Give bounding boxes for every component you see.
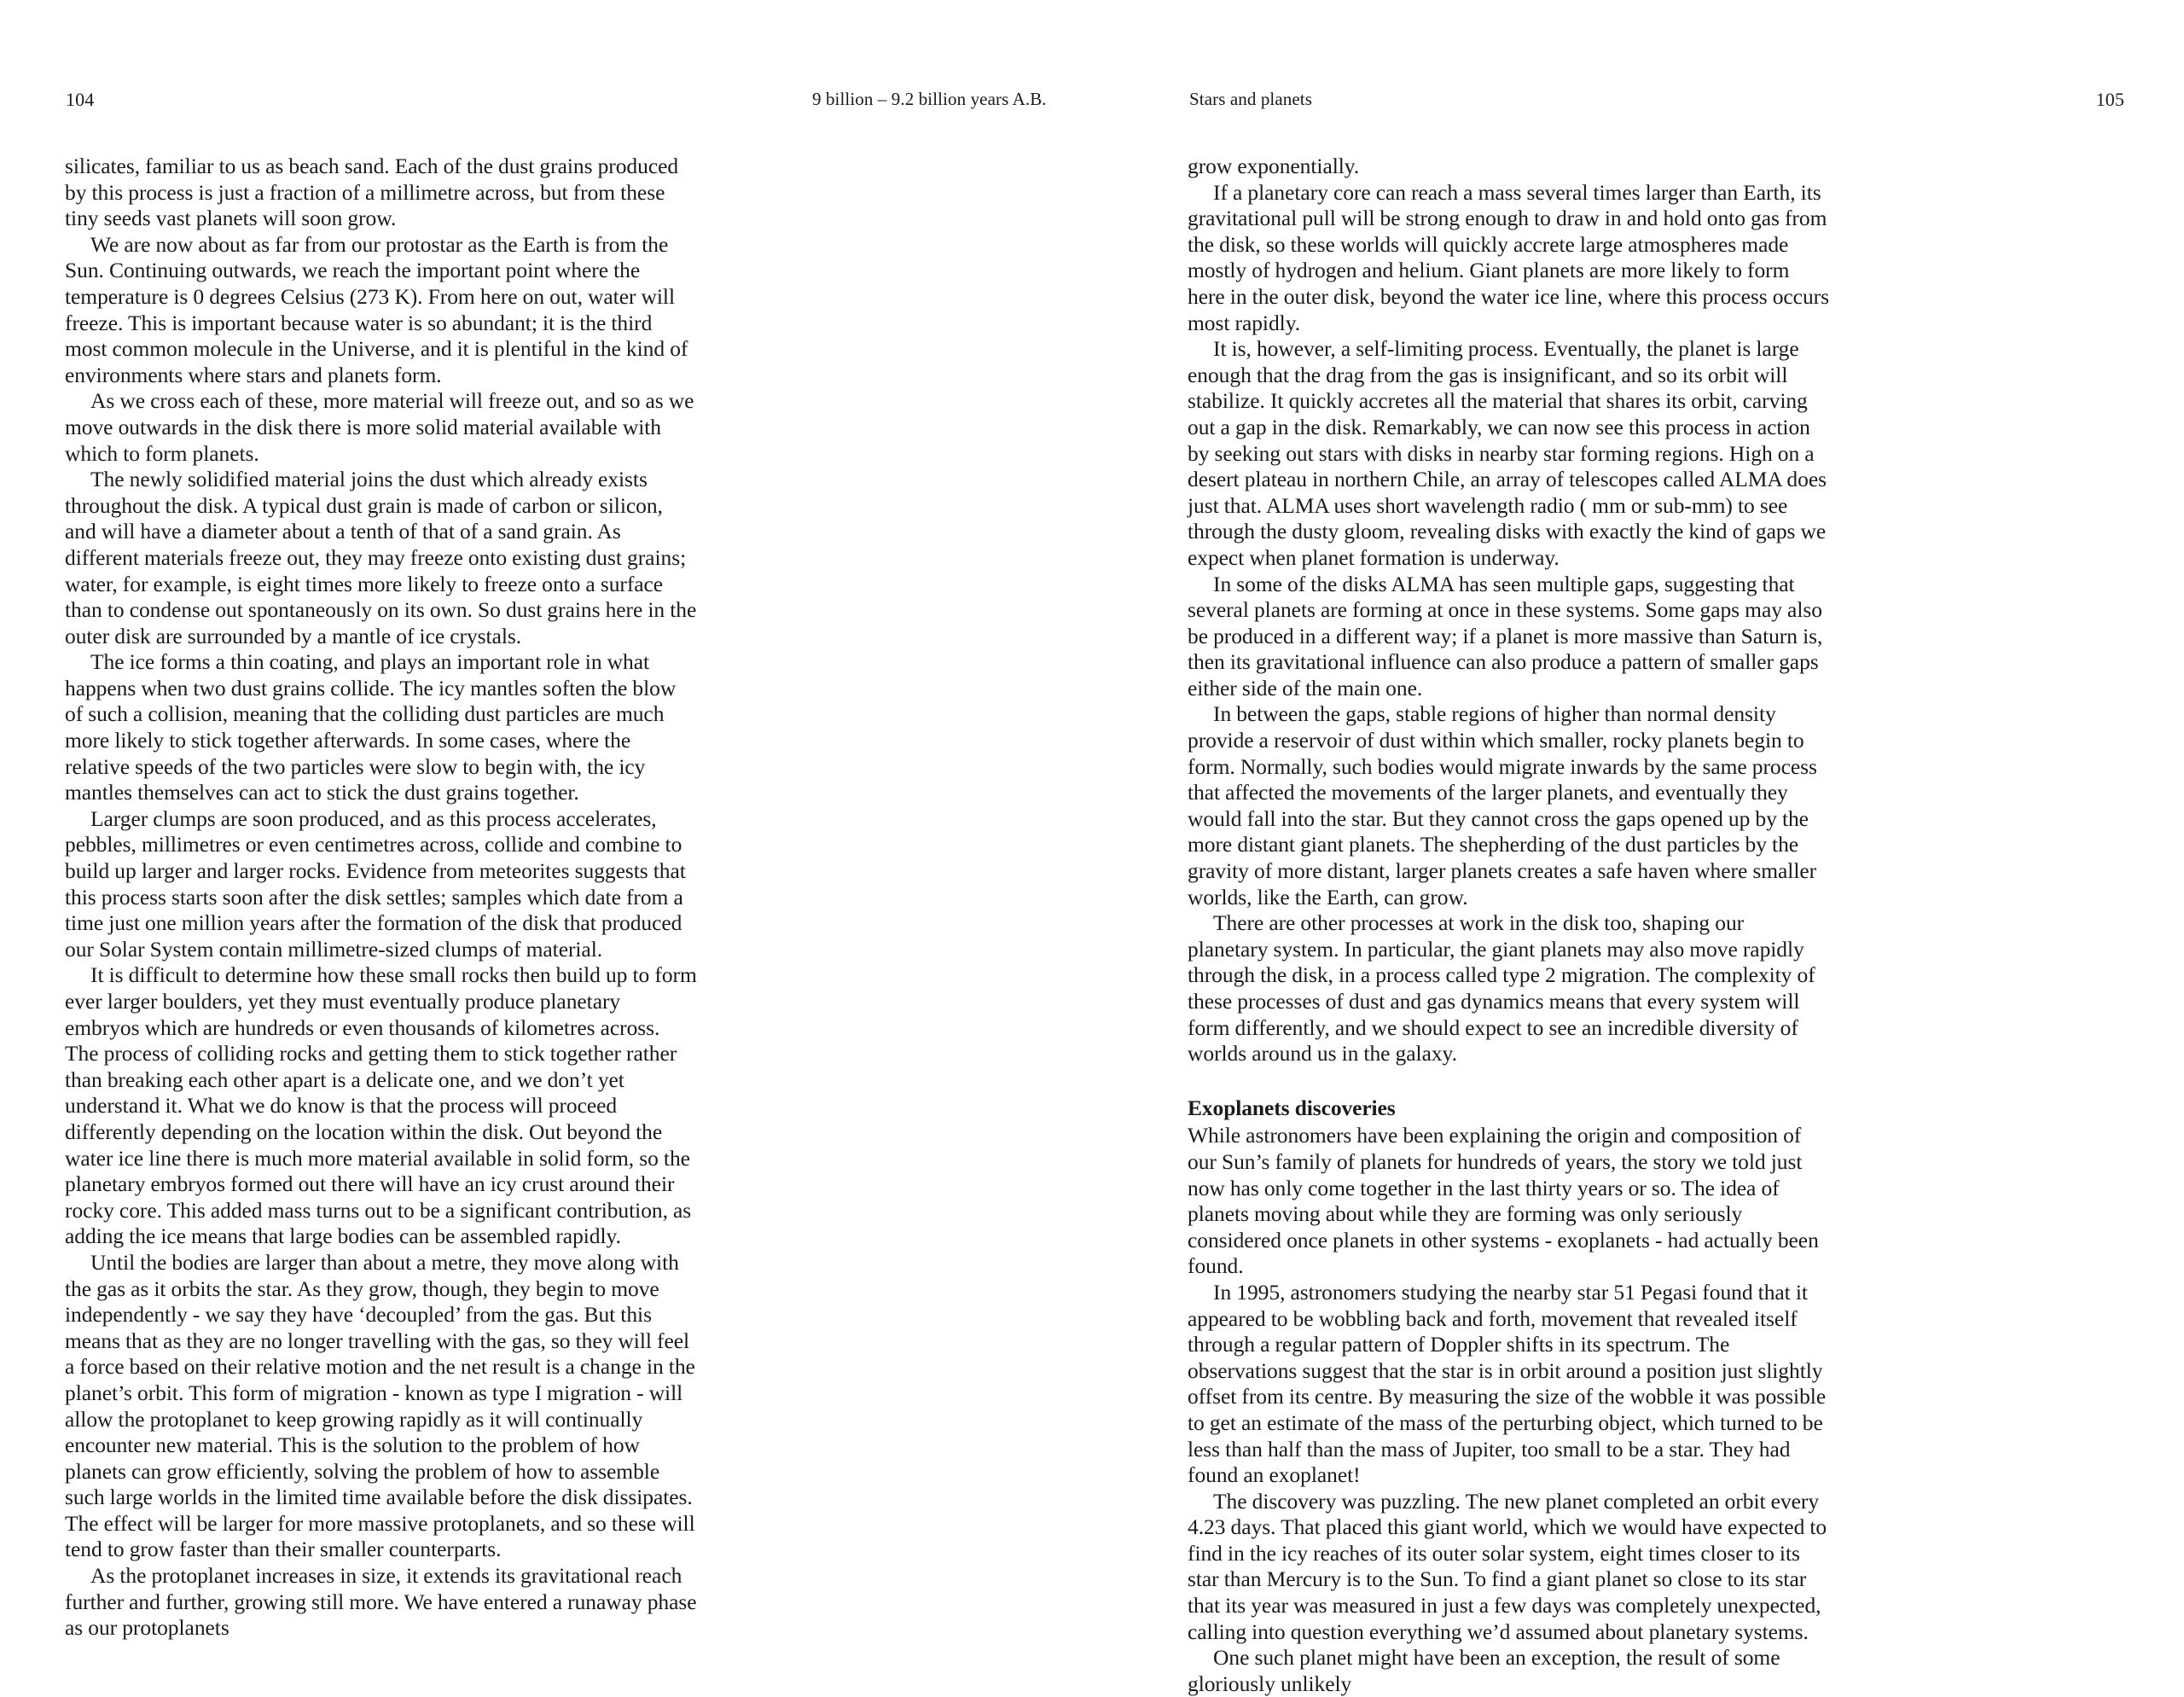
running-head-verso-title: 9 billion – 9.2 billion years A.B. [812, 89, 1047, 109]
paragraph: The ice forms a thin coating, and plays an important role in what happens when two dust grains collide. The icy mantles soften the blow of such a collision, meaning that the colliding dust particles are much more likely to stick together afterwards. In some cases, where the relative speeds of the two particles were slow to begin with, the icy mantles themselves can act to stick the dust grains together. [65, 649, 677, 805]
left-page-paragraphs [65, 154, 698, 1642]
paragraph: If a planetary core can reach a mass several times larger than Earth, its gravitational pull will be strong enough to draw in and hold onto gas from the disk, so these worlds will quickly accrete large atmospheres made mostly of hydrogen and helium. Giant planets are more likely to form here in the outer disk, beyond the water ice line, where this process occurs most rapidly. [1188, 179, 1829, 335]
paragraph: In between the gaps, stable regions of higher than normal density provide a reservoir of dust within which smaller, rocky planets begin to form. Normally, such bodies would migrate inwards by the same process that affected the movements of the larger planets, and eventually they would fall into the star. But they cannot cross the gaps opened up by the more distant giant planets. The shepherding of the dust particles by the gravity of more distant, larger planets creates a safe haven where smaller worlds, like the Earth, can grow. [1188, 701, 1817, 910]
paragraph: In some of the disks ALMA has seen multiple gaps, suggesting that several planets are forming at once in these systems. Some gaps may also be produced in a different way; if a planet is more massive than Saturn is, then its gravitational influence can also produce a pattern of smaller gaps either side of the main one. [1188, 571, 1823, 700]
right-page-paragraphs-before-heading [1188, 154, 1829, 1067]
running-head [0, 89, 2184, 114]
right-page-text-column [1188, 154, 1829, 1697]
paragraph: grow exponentially. [1188, 154, 1360, 178]
page-number-verso: 104 [66, 89, 95, 110]
paragraph: One such planet might have been an exception, the result of some gloriously unlikely [1188, 1645, 1780, 1696]
paragraph: It is difficult to determine how these small rocks then build up to form ever larger boulders, yet they must eventually produce planetary embryos which are hundreds or even thousands of kilometres across. The process of colliding rocks and getting them to stick together rather than breaking each other apart is a delicate one, and we don’t yet understand it. What we do know is that the process will proceed differently depending on the location within the disk. Out beyond the water ice line there is much more material available in solid form, so the planetary embryos formed out there will have an icy crust around their rocky core. This added mass turns out to be a significant contribution, as adding the ice means that large bodies can be assembled rapidly. [65, 962, 697, 1249]
running-head-recto-title: Stars and planets [1189, 89, 1313, 109]
paragraph: The newly solidified material joins the dust which already exists throughout the disk. A typical dust grain is made of carbon or silicon, and will have a diameter about a tenth of that of a sand grain. As different materials freeze out, they may freeze onto existing dust grains; water, for example, is eight times more likely to freeze onto a surface than to condense out spontaneously on its own. So dust grains here in the outer disk are surrounded by a mantle of ice crystals. [65, 467, 697, 648]
paragraph: Until the bodies are larger than about a metre, they move along with the gas as it orbits the star. As they grow, though, they begin to move independently - we say they have ‘decoupled’ from the gas. But this means that as they are no longer travelling with the gas, so they will feel a force based on their relative motion and the net result is a change in the planet’s orbit. This form of migration - known as type I migration - will allow the protoplanet to keep growing rapidly as it will continually encounter new material. This is the solution to the problem of how planets can grow efficiently, solving the problem of how to assemble such large worlds in the limited time available before the disk dissipates. The effect will be larger for more massive protoplanets, and so these will tend to grow faster than their smaller counterparts. [65, 1249, 695, 1562]
right-page-paragraphs-after-heading [1188, 1123, 1829, 1697]
paragraph: While astronomers have been explaining the origin and composition of our Sun’s family of planets for hundreds of years, the story we told just now has only come together in the last thirty years or so. The idea of planets moving about while they are forming was only seriously considered once planets in other systems - exoplanets - had actually been found. [1188, 1123, 1819, 1279]
section-heading-exoplanets-discoveries: Exoplanets discoveries [1188, 1095, 1396, 1120]
paragraph: silicates, familiar to us as beach sand. Each of the dust grains produced by this process is just a fraction of a millimetre across, but from these tiny seeds vast planets will soon grow. [65, 154, 679, 231]
paragraph: The discovery was puzzling. The new planet completed an orbit every 4.23 days. That placed this giant world, which we would have expected to find in the icy reaches of its outer solar system, eight times closer to its star than Mercury is to the Sun. To find a giant planet so close to its star that its year was measured in just a few days was completely unexpected, calling into question everything we’d assumed about planetary systems. [1188, 1488, 1827, 1644]
page-number-recto: 105 [2095, 89, 2124, 110]
paragraph: It is, however, a self-limiting process. Eventually, the planet is large enough that the drag from the gas is insignificant, and so its orbit will stabilize. It quickly accretes all the material that shares its orbit, carving out a gap in the disk. Remarkably, we can now see this process in action by seeking out stars with disks in nearby star forming regions. High on a desert plateau in northern Chile, an array of telescopes called ALMA does just that. ALMA uses short wavelength radio ( mm or sub-mm) to see through the dusty gloom, revealing disks with exactly the kind of gaps we expect when planet formation is underway. [1188, 336, 1827, 570]
paragraph: There are other processes at work in the disk too, shaping our planetary system. In particular, the giant planets may also move rapidly through the disk, in a process called type 2 migration. The complexity of these processes of dust and gas dynamics means that every system will form differently, and we should expect to see an incredible diversity of worlds around us in the galaxy. [1188, 910, 1815, 1066]
paragraph: In 1995, astronomers studying the nearby star 51 Pegasi found that it appeared to be wobbling back and forth, movement that revealed itself through a regular pattern of Doppler shifts in its spectrum. The observations suggest that the star is in orbit around a position just slightly offset from its centre. By measuring the size of the wobble it was possible to get an estimate of the mass of the perturbing object, which turned to be less than half than the mass of Jupiter, too small to be a star. They had found an exoplanet! [1188, 1279, 1827, 1488]
paragraph: As we cross each of these, more material will freeze out, and so as we move outwards in the disk there is more solid material available with which to form planets. [65, 388, 694, 466]
paragraph: We are now about as far from our protostar as the Earth is from the Sun. Continuing outwards, we reach the important point where the temperature is 0 degrees Celsius (273 K). From here on out, water will freeze. This is important because water is so abundant; it is the third most common molecule in the Universe, and it is plentiful in the kind of environments where stars and planets form. [65, 231, 688, 387]
paragraph: Larger clumps are soon produced, and as this process accelerates, pebbles, millimetres or even centimetres across, collide and combine to build up larger and larger rocks. Evidence from meteorites suggests that this process starts soon after the disk settles; samples which date from a time just one million years after the formation of the disk that produced our Solar System contain millimetre-sized clumps of material. [65, 805, 686, 962]
paragraph: As the protoplanet increases in size, it extends its gravitational reach further and further, growing still more. We have entered a runaway phase as our protoplanets [65, 1563, 697, 1641]
left-page-text-column [65, 154, 698, 1642]
